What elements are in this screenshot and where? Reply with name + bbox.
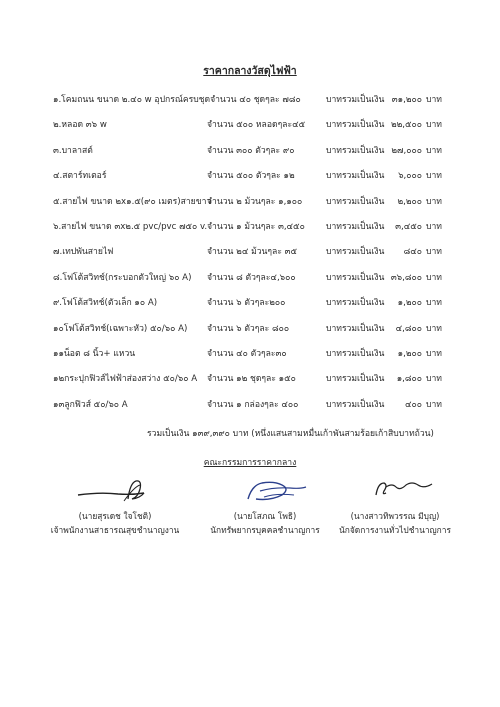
signature-block-2 — [190, 473, 340, 533]
item-unit: บาท — [426, 374, 442, 385]
item-quantity: จำนวน ๔๐ ตัวๆละ๓๐ — [207, 349, 287, 359]
item-description: ๒.หลอด ๓๖ w — [53, 120, 107, 131]
item-description: ๑.โคมถนน ขนาด ๒.๔๐ w อุปกรณ์ครบชุดจำนวน ๔๐ ชุดๆละ ๗๘๐ — [53, 95, 301, 105]
item-total: ๔,๘๐๐ — [395, 323, 422, 334]
signature-block-1 — [40, 473, 190, 533]
signatory-position-2: นักทรัพยากรบุคคลชำนาญการ — [210, 525, 320, 535]
item-total-label: บาทรวมเป็นเงิน — [326, 374, 385, 385]
document-title: ราคากลางวัสดุไฟฟ้า — [203, 65, 297, 77]
item-quantity: จำนวน ๖ ตัวๆละ ๘๐๐ — [207, 323, 290, 334]
item-row — [0, 295, 500, 309]
item-total: ๖,๐๐๐ — [398, 171, 422, 182]
item-quantity: จำนวน ๕๐๐ ตัวๆละ ๑๒ — [207, 171, 295, 182]
item-description: ๑๑น็อต ๘ นิ้ว+ แหวน — [53, 349, 136, 359]
item-description: ๖.สายไฟ ขนาด ๓x๒.๕ pvc/pvc ๗๕๐ v. — [53, 222, 208, 232]
item-total-label: บาทรวมเป็นเงิน — [326, 120, 385, 131]
item-description: ๗.เทปพันสายไฟ — [53, 247, 114, 258]
item-description: ๑๒กระปุกฟิวส์ไฟฟ้าส่องสว่าง ๕๐/๖๐ A — [53, 374, 198, 385]
item-quantity: จำนวน ๒๔ ม้วนๆละ ๓๕ — [207, 247, 298, 258]
item-quantity: จำนวน ๕๐๐ หลอดๆละ๔๕ — [207, 120, 306, 131]
item-total-label: บาทรวมเป็นเงิน — [326, 222, 385, 232]
handwritten-signature-3 — [320, 473, 470, 509]
committee-title: คณะกรรมการราคากลาง — [203, 458, 297, 468]
item-unit: บาท — [426, 222, 442, 232]
item-row — [0, 371, 500, 385]
item-quantity: จำนวน ๑๒ ชุดๆละ ๑๕๐ — [207, 374, 296, 385]
item-total-label: บาทรวมเป็นเงิน — [326, 95, 385, 105]
item-row — [0, 219, 500, 233]
item-total: ๑,๒๐๐ — [397, 298, 422, 309]
item-total: ๓,๔๕๐ — [395, 222, 422, 232]
item-quantity: จำนวน ๖ ตัวๆละ๒๐๐ — [207, 298, 286, 309]
signatory-name-1: (นายสุรเดช ใจโชติ) — [78, 511, 152, 521]
item-row — [0, 194, 500, 208]
item-total: ๑,๘๐๐ — [396, 374, 422, 385]
item-total-label: บาทรวมเป็นเงิน — [326, 349, 385, 359]
item-description: ๑๓ลูกฟิวส์ ๕๐/๖๐ A — [53, 399, 128, 410]
signature-block-3 — [320, 473, 470, 533]
item-description: ๘.โฟโต้สวิทช์(กระบอกตัวใหญ่ ๖๐ A) — [53, 272, 192, 283]
item-unit: บาท — [426, 145, 442, 156]
item-total: ๑,๒๐๐ — [397, 349, 422, 359]
item-row — [0, 168, 500, 182]
item-unit: บาท — [426, 196, 442, 207]
item-total-label: บาทรวมเป็นเงิน — [326, 171, 385, 182]
item-total: ๘๔๐ — [403, 247, 422, 258]
item-description: ๔.สตาร์ทเตอร์ — [53, 171, 107, 182]
item-row — [0, 397, 500, 411]
item-quantity: จำนวน ๓๐๐ ตัวๆละ ๙๐ — [207, 145, 295, 156]
item-row — [0, 321, 500, 335]
item-description: ๕.สายไฟ ขนาด ๒x๑.๕(๙๐ เมตร)สายขาว — [53, 196, 212, 207]
item-description: ๑๐โฟโต้สวิทช์(เฉพาะหัว) ๕๐/๖๐ A) — [53, 323, 188, 334]
item-total-label: บาทรวมเป็นเงิน — [326, 247, 385, 258]
item-total-label: บาทรวมเป็นเงิน — [326, 298, 385, 309]
item-unit: บาท — [426, 349, 442, 359]
item-quantity: จำนวน ๑ ม้วนๆละ ๓,๔๕๐ — [207, 222, 305, 232]
item-total: ๔๐๐ — [405, 399, 422, 410]
item-unit: บาท — [426, 399, 442, 410]
item-unit: บาท — [426, 247, 442, 258]
item-row — [0, 117, 500, 131]
item-total-label: บาทรวมเป็นเงิน — [326, 323, 385, 334]
item-unit: บาท — [426, 120, 442, 131]
signatory-position-1: เจ้าพนักงานสาธารณสุขชำนาญงาน — [50, 525, 180, 535]
handwritten-signature-2 — [190, 473, 340, 509]
item-description: ๓.บาลาสต์ — [53, 145, 93, 156]
item-total: ๒๒,๕๐๐ — [390, 120, 422, 131]
signatory-name-3: (นางสาวทิพวรรณ มีบุญ) — [350, 511, 440, 521]
item-total-label: บาทรวมเป็นเงิน — [326, 145, 385, 156]
item-row — [0, 346, 500, 360]
item-total: ๓๖,๘๐๐ — [390, 272, 422, 283]
signatory-position-3: นักจัดการงานทั่วไปชำนาญการ — [339, 525, 451, 535]
item-description: ๙.โฟโต้สวิทช์(ตัวเล็ก ๑๐ A) — [53, 298, 158, 309]
item-row — [0, 92, 500, 106]
item-total-label: บาทรวมเป็นเงิน — [326, 272, 385, 283]
item-row — [0, 270, 500, 284]
item-total-label: บาทรวมเป็นเงิน — [326, 399, 385, 410]
item-unit: บาท — [426, 298, 442, 309]
item-total: ๒๗,๐๐๐ — [391, 145, 422, 156]
item-row — [0, 244, 500, 258]
item-total-label: บาทรวมเป็นเงิน — [326, 196, 385, 207]
item-row — [0, 143, 500, 157]
signatory-name-2: (นายโสภณ โพธิ) — [233, 511, 297, 521]
item-unit: บาท — [426, 323, 442, 334]
summary-total: รวมเป็นเงิน ๑๓๙,๓๙๐ บาท (หนึ่งแสนสามหมื่นเก้าพันสามร้อยเก้าสิบบาทถ้วน) — [147, 429, 434, 439]
item-quantity: จำนวน ๒ ม้วนๆละ ๑,๑๐๐ — [207, 196, 303, 207]
item-unit: บาท — [426, 171, 442, 182]
item-total: ๒,๒๐๐ — [397, 196, 422, 207]
item-unit: บาท — [426, 95, 442, 105]
handwritten-signature-1 — [40, 473, 190, 509]
item-quantity: จำนวน ๑ กล่องๆละ ๔๐๐ — [207, 399, 299, 410]
item-quantity: จำนวน ๘ ตัวๆละ๔,๖๐๐ — [207, 272, 296, 283]
item-unit: บาท — [426, 272, 442, 283]
item-total: ๓๑,๒๐๐ — [391, 95, 422, 105]
